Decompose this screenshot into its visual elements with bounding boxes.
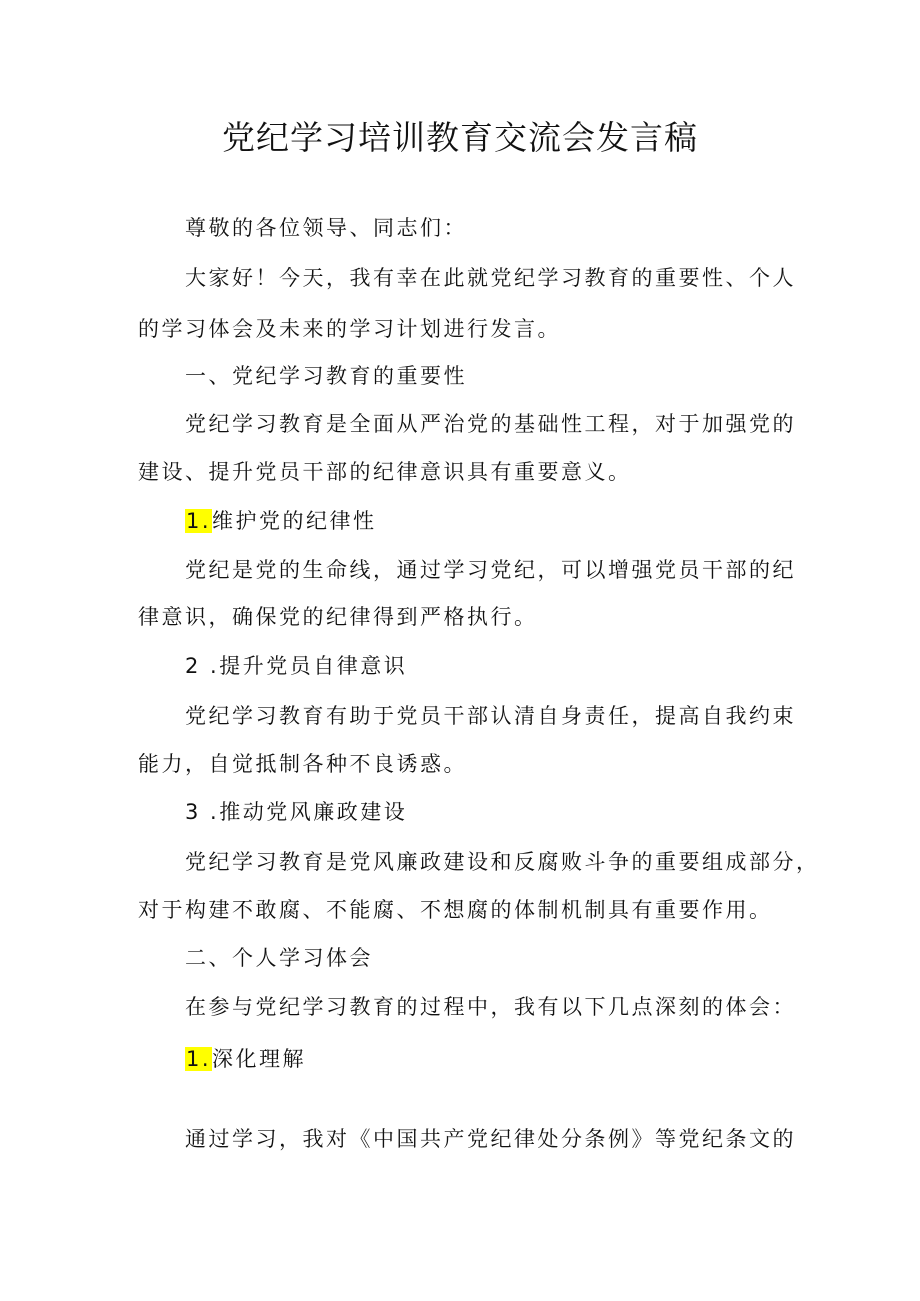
document-title: 党纪学习培训教育交流会发言稿 (222, 118, 698, 157)
item1-title: 维护党的纪律性 (212, 509, 377, 533)
section2-intro: 在参与党纪学习教育的过程中，我有以下几点深刻的体会： (185, 995, 796, 1019)
item2-heading: 2 .提升党员自律意识 (185, 654, 408, 678)
intro-line-1: 大家好！今天，我有幸在此就党纪学习教育的重要性、个人 (185, 266, 796, 290)
item2-para-line-2: 能力，自觉抵制各种不良诱惑。 (138, 752, 467, 776)
item2-para-line-1: 党纪学习教育有助于党员干部认清自身责任，提高自我约束 (185, 704, 796, 728)
item3-para-line-1: 党纪学习教育是党风廉政建设和反腐败斗争的重要组成部分， (185, 850, 820, 874)
sub1-number-highlight: 1. (186, 1047, 212, 1071)
item1-number-highlight: 1. (186, 509, 212, 533)
item1-para-line-2: 律意识，确保党的纪律得到严格执行。 (138, 605, 538, 629)
sub1-heading (185, 1045, 845, 1073)
section1-heading: 一、党纪学习教育的重要性 (185, 364, 467, 388)
sub1-title: 深化理解 (212, 1047, 307, 1071)
section1-para-line-2: 建设、提升党员干部的纪律意识具有重要意义。 (138, 460, 632, 484)
intro-line-2: 的学习体会及未来的学习计划进行发言。 (138, 317, 561, 341)
item3-heading: 3 .推动党风廉政建设 (185, 800, 408, 824)
item1-para-line-1: 党纪是党的生命线，通过学习党纪，可以增强党员干部的纪 (185, 558, 796, 582)
sub1-para-line-1: 通过学习，我对《中国共产党纪律处分条例》等党纪条文的 (185, 1127, 796, 1151)
salutation: 尊敬的各位领导、同志们： (185, 216, 467, 240)
item3-para-line-2: 对于构建不敢腐、不能腐、不想腐的体制机制具有重要作用。 (138, 898, 773, 922)
section1-para-line-1: 党纪学习教育是全面从严治党的基础性工程，对于加强党的 (185, 412, 796, 436)
item1-heading (185, 507, 845, 535)
section2-heading: 二、个人学习体会 (185, 946, 373, 970)
